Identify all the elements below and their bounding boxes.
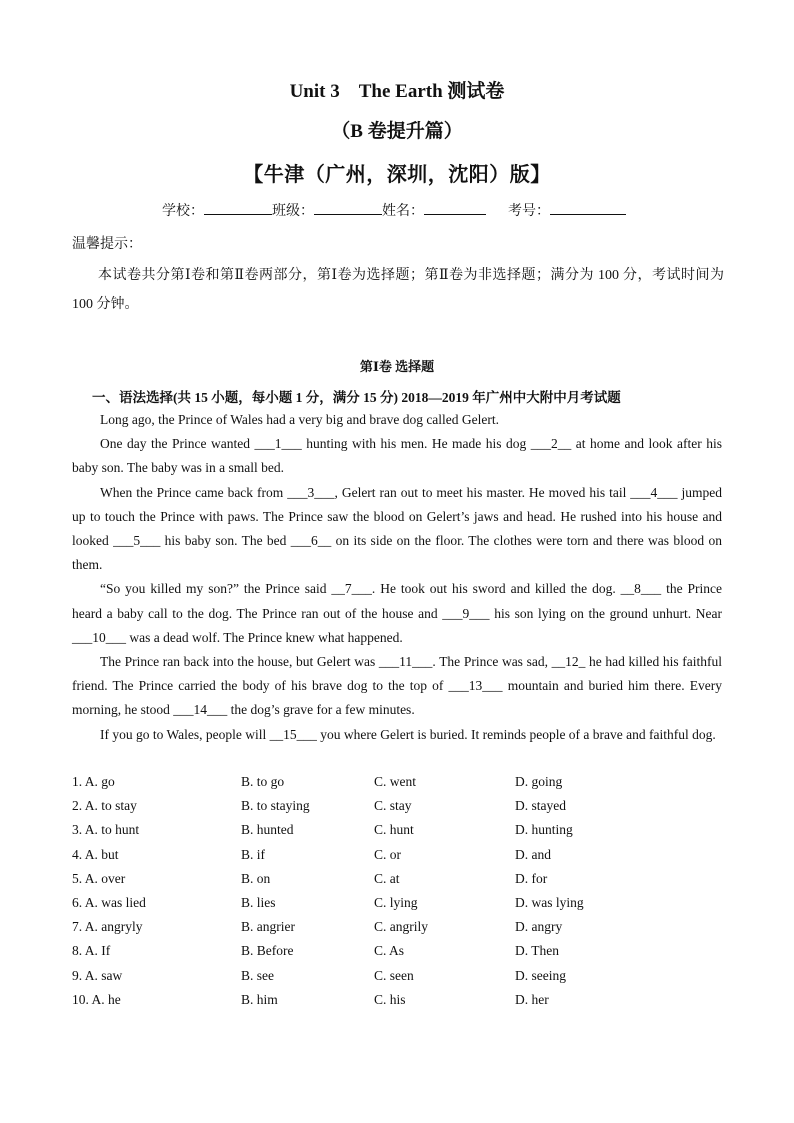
option-c[interactable]: C. his bbox=[374, 991, 406, 1007]
notice-label: 温馨提示： bbox=[72, 237, 142, 252]
option-b[interactable]: B. if bbox=[241, 846, 266, 862]
option-a[interactable]: 7. A. angryly bbox=[72, 919, 143, 935]
option-d[interactable]: D. her bbox=[515, 991, 549, 1007]
school-field[interactable] bbox=[204, 200, 272, 215]
option-a[interactable]: 4. A. but bbox=[72, 846, 119, 862]
question-row bbox=[72, 915, 732, 939]
option-b[interactable]: B. hunted bbox=[241, 822, 294, 838]
passage-paragraph: “So you killed my son?” the Prince said __7___. He took out his sword and killed the dog. __8___ the Prince heard a baby call to the dog. The Prince ran out of the house and ___9___ his son lying on the ground unhurt. Near ___10___ was a dead wolf. The Prince knew what happened. bbox=[72, 581, 722, 645]
student-info-line bbox=[162, 200, 626, 220]
option-b[interactable]: B. on bbox=[241, 870, 271, 886]
option-b[interactable]: B. to go bbox=[241, 774, 285, 789]
exam-no-field[interactable] bbox=[550, 200, 626, 215]
option-c[interactable]: C. As bbox=[374, 943, 405, 959]
option-a[interactable]: 1. A. go bbox=[72, 774, 115, 789]
option-a[interactable]: 2. A. to stay bbox=[72, 798, 137, 814]
name-label: 姓名： bbox=[382, 204, 424, 219]
option-c[interactable]: C. seen bbox=[374, 967, 414, 983]
question-row bbox=[72, 843, 732, 867]
passage-paragraph: If you go to Wales, people will __15___ you where Gelert is buried. It reminds people of a brave and faithful dog. bbox=[100, 726, 716, 742]
option-c[interactable]: C. went bbox=[374, 774, 416, 789]
option-b[interactable]: B. lies bbox=[241, 894, 276, 910]
passage-paragraph: The Prince ran back into the house, but Gelert was ___11___. The Prince was sad, __12_ he had killed his faithful friend. The Prince carried the body of his brave dog to the top of ___13___ mountain and buried him there. Every morning, he stood ___14___ the dog’s grave for a few minutes. bbox=[72, 654, 722, 718]
part-title: 一、语法选择(共 15 小题，每小题 1 分，满分 15 分) 2018—2019 年广州中大附中月考试题 bbox=[92, 390, 621, 405]
option-d[interactable]: D. and bbox=[515, 846, 551, 862]
option-b[interactable]: B. him bbox=[241, 991, 278, 1007]
question-row bbox=[72, 964, 732, 988]
option-d[interactable]: D. angry bbox=[515, 919, 563, 935]
option-c[interactable]: C. at bbox=[374, 870, 400, 886]
question-options bbox=[72, 770, 732, 1012]
name-field[interactable] bbox=[424, 200, 486, 215]
school-label: 学校： bbox=[162, 204, 204, 219]
option-c[interactable]: C. or bbox=[374, 846, 401, 862]
option-a[interactable]: 8. A. If bbox=[72, 943, 111, 959]
question-row bbox=[72, 891, 732, 915]
option-b[interactable]: B. Before bbox=[241, 943, 294, 959]
exam-subtitle: （B 卷提升篇） bbox=[331, 121, 463, 142]
question-row bbox=[72, 770, 732, 794]
passage-paragraph: When the Prince came back from ___3___, Gelert ran out to meet his master. He moved his tail ___4___ jumped up to touch the Prince with paws. The Prince saw the blood on Gelert’s jaws and head. He rushed into his house and looked ___5___ his baby son. The bed ___6__ on its side on the floor. The clothes were torn and there was blood on them. bbox=[72, 484, 722, 573]
option-a[interactable]: 6. A. was lied bbox=[72, 894, 146, 910]
option-a[interactable]: 9. A. saw bbox=[72, 967, 123, 983]
question-row bbox=[72, 988, 732, 1012]
option-d[interactable]: D. hunting bbox=[515, 822, 573, 838]
exam-no-label: 考号： bbox=[508, 204, 550, 219]
section-title: 第Ⅰ卷 选择题 bbox=[359, 359, 435, 374]
reading-passage bbox=[72, 408, 722, 747]
option-a[interactable]: 3. A. to hunt bbox=[72, 822, 140, 838]
question-row bbox=[72, 794, 732, 818]
option-d[interactable]: D. going bbox=[515, 774, 563, 789]
option-d[interactable]: D. for bbox=[515, 870, 548, 886]
option-b[interactable]: B. to staying bbox=[241, 798, 310, 814]
option-c[interactable]: C. stay bbox=[374, 798, 412, 814]
exam-title: Unit 3 The Earth 测试卷 bbox=[289, 81, 505, 102]
passage-paragraph: One day the Prince wanted ___1___ hunting with his men. He made his dog ___2__ at home and look after his baby son. The baby was in a small bed. bbox=[72, 436, 722, 476]
option-c[interactable]: C. lying bbox=[374, 894, 418, 910]
option-d[interactable]: D. was lying bbox=[515, 894, 584, 910]
option-d[interactable]: D. seeing bbox=[515, 967, 566, 983]
option-a[interactable]: 10. A. he bbox=[72, 991, 121, 1007]
option-d[interactable]: D. stayed bbox=[515, 798, 566, 814]
edition-label: 【牛津（广州，深圳，沈阳）版】 bbox=[243, 164, 551, 186]
option-b[interactable]: B. angrier bbox=[241, 919, 295, 935]
option-b[interactable]: B. see bbox=[241, 967, 274, 983]
notice-text: 本试卷共分第Ⅰ卷和第Ⅱ卷两部分，第Ⅰ卷为选择题；第Ⅱ卷为非选择题；满分为 100 分，考试时间为 100 分钟。 bbox=[72, 268, 724, 312]
question-row bbox=[72, 939, 732, 963]
passage-paragraph: Long ago, the Prince of Wales had a very big and brave dog called Gelert. bbox=[100, 412, 500, 427]
question-row bbox=[72, 867, 732, 891]
option-c[interactable]: C. angrily bbox=[374, 919, 428, 935]
option-c[interactable]: C. hunt bbox=[374, 822, 414, 838]
question-row bbox=[72, 818, 732, 842]
option-d[interactable]: D. Then bbox=[515, 943, 559, 959]
class-label: 班级： bbox=[272, 204, 314, 219]
class-field[interactable] bbox=[314, 200, 382, 215]
option-a[interactable]: 5. A. over bbox=[72, 870, 126, 886]
